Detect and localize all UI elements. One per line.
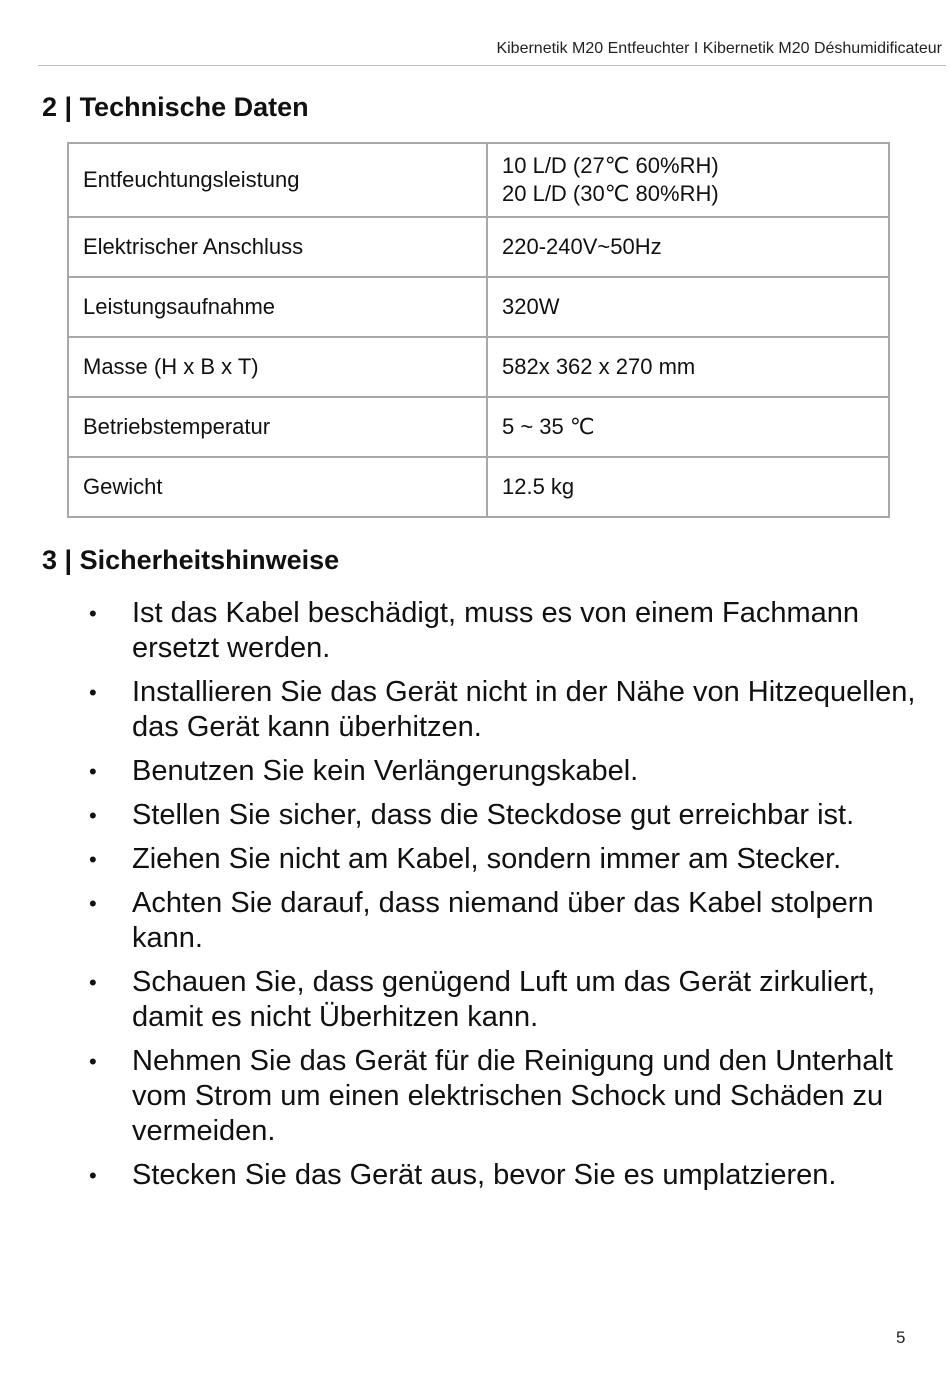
spec-label: Masse (H x B x T) [68,337,487,397]
list-item [82,675,922,745]
list-item [82,798,922,833]
table-row [68,217,889,277]
bullet-icon: • [89,1049,97,1074]
list-item-text: Ziehen Sie nicht am Kabel, sondern immer am Stecker. [132,843,842,875]
table-row [68,277,889,337]
list-item-text: Ist das Kabel beschädigt, muss es von einem Fachmann ersetzt werden. [132,597,859,664]
list-item-text: Installieren Sie das Gerät nicht in der Nähe von Hitzequellen, das Gerät kann überhitzen. [132,676,916,743]
list-item [82,965,922,1035]
list-item [82,596,922,666]
list-item-text: Schauen Sie, dass genügend Luft um das Gerät zirkuliert, damit es nicht Überhitzen kann. [132,966,876,1033]
spec-label: Leistungsaufnahme [68,277,487,337]
table-row [68,143,889,217]
list-item-text: Nehmen Sie das Gerät für die Reinigung und den Unterhalt vom Strom um einen elektrischen Schock und Schäden zu vermeiden. [132,1045,893,1147]
bullet-icon: • [89,1163,97,1188]
running-header: Kibernetik M20 Entfeuchter I Kibernetik M20 Déshumidificateur [496,40,942,57]
spec-value: 582x 362 x 270 mm [487,337,889,397]
list-item [82,886,922,956]
section-title-technical-data: 2 | Technische Daten [42,92,309,122]
list-item-text: Achten Sie darauf, dass niemand über das Kabel stolpern kann. [132,887,874,954]
safety-list [82,596,922,1202]
list-item [82,754,922,789]
list-item-text: Benutzen Sie kein Verlängerungskabel. [132,755,639,787]
table-row [68,397,889,457]
list-item-text: Stellen Sie sicher, dass die Steckdose gut erreichbar ist. [132,799,855,831]
table-row [68,337,889,397]
bullet-icon: • [89,601,97,626]
bullet-icon: • [89,847,97,872]
spec-label: Gewicht [68,457,487,517]
bullet-icon: • [89,680,97,705]
page-number: 5 [896,1328,906,1347]
specs-table [67,142,890,518]
table-row [68,457,889,517]
spec-label: Betriebstemperatur [68,397,487,457]
section-title-safety: 3 | Sicherheitshinweise [42,545,340,575]
spec-value: 5 ~ 35 ℃ [487,397,889,457]
spec-label: Elektrischer Anschluss [68,217,487,277]
spec-label: Entfeuchtungsleistung [68,143,487,217]
bullet-icon: • [89,970,97,995]
list-item [82,842,922,877]
spec-value [487,143,889,217]
list-item [82,1044,922,1149]
spec-value-line: 20 L/D (30℃ 80%RH) [502,181,719,206]
list-item [82,1158,922,1193]
spec-value: 12.5 kg [487,457,889,517]
spec-value-line: 10 L/D (27℃ 60%RH) [502,153,719,178]
spec-value: 320W [487,277,889,337]
bullet-icon: • [89,891,97,916]
bullet-icon: • [89,759,97,784]
bullet-icon: • [89,803,97,828]
list-item-text: Stecken Sie das Gerät aus, bevor Sie es umplatzieren. [132,1159,837,1191]
spec-value: 220-240V~50Hz [487,217,889,277]
header-rule [38,65,946,66]
